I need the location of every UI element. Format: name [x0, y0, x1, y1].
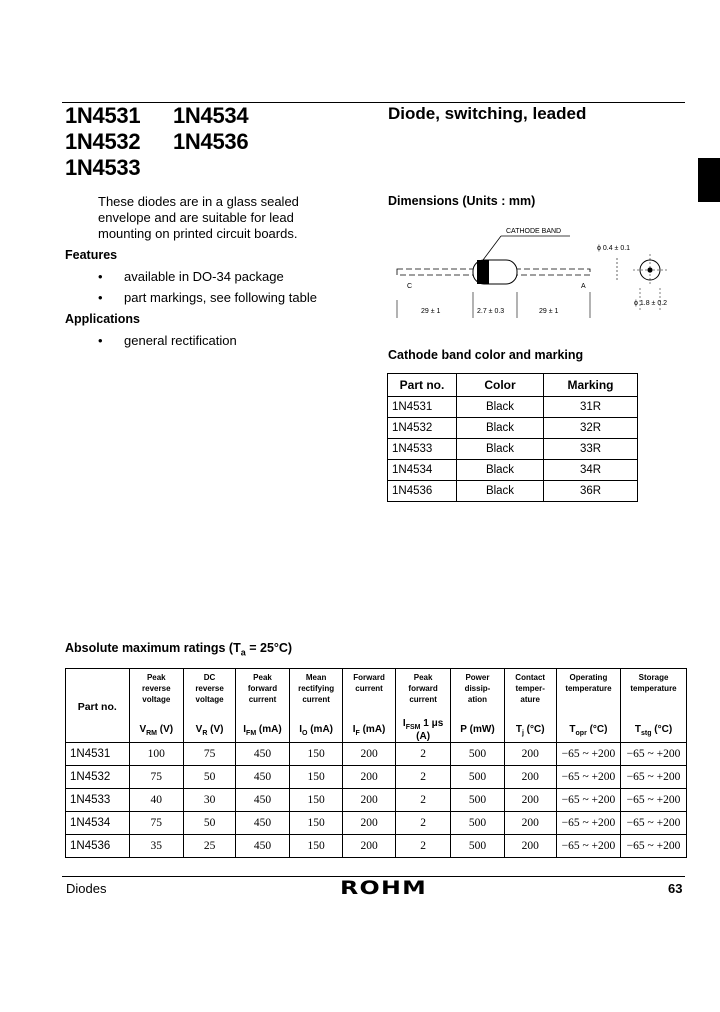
column-symbol [395, 718, 450, 743]
column-header-line: Forward [353, 673, 385, 682]
column-header [556, 669, 620, 719]
column-header-line: rectifying [298, 684, 335, 693]
symbol-letter: T [569, 723, 576, 735]
symbol-subscript: F [355, 729, 360, 737]
column-header-line: Storage [638, 673, 669, 682]
cell-color: Black [457, 481, 544, 502]
cell-value: 150 [289, 789, 342, 812]
cell-color: Black [457, 460, 544, 481]
cell-marking: 31R [544, 397, 638, 418]
symbol-letter: V [195, 723, 203, 735]
cathode-band [477, 260, 489, 284]
feature-item [98, 269, 284, 285]
column-header-line: dissip- [464, 684, 491, 693]
column-header-part: Part no. [66, 669, 130, 743]
column-header: Color [457, 374, 544, 397]
cell-color: Black [457, 418, 544, 439]
cell-value: 30 [184, 789, 236, 812]
dim-lead-left: 29 ± 1 [421, 308, 441, 315]
symbol-unit: (°C) [523, 723, 545, 735]
dim-body-length: 2.7 ± 0.3 [477, 308, 505, 315]
cell-value: 450 [236, 789, 290, 812]
symbol-unit: (V) [157, 723, 174, 735]
cathode-band-label: CATHODE BAND [506, 228, 562, 235]
symbol-letter: P [460, 723, 467, 735]
section-tab-marker [698, 158, 720, 202]
column-header-line: voltage [142, 695, 171, 704]
cell-marking: 33R [544, 439, 638, 460]
column-header-line: Operating [569, 673, 608, 682]
cell-marking: 32R [544, 418, 638, 439]
cell-value: 200 [504, 766, 556, 789]
ratings-table [65, 668, 687, 858]
cell-part: 1N4532 [66, 766, 130, 789]
cell-value: 200 [343, 766, 396, 789]
page-title: Diode, switching, leaded [388, 104, 587, 123]
table-row [388, 397, 638, 418]
cell-part: 1N4533 [66, 789, 130, 812]
symbol-unit: (mA) [307, 723, 333, 735]
column-symbol [343, 718, 396, 743]
column-header-line: Peak [413, 673, 433, 682]
footer-section-label: Diodes [66, 881, 107, 896]
cell-value: 500 [451, 766, 504, 789]
column-header-line: reverse [142, 684, 171, 693]
column-symbol [236, 718, 290, 743]
symbol-unit: (°C) [651, 723, 673, 735]
column-header-line: current [302, 695, 330, 704]
cell-part: 1N4534 [66, 812, 130, 835]
column-header-line: voltage [195, 695, 224, 704]
column-header [451, 669, 504, 719]
symbol-letter: I [299, 723, 302, 735]
column-symbol [504, 718, 556, 743]
symbol-subscript: FM [246, 729, 257, 737]
cell-value: −65 ~ +200 [621, 835, 687, 858]
table-row [66, 766, 687, 789]
cell-value: −65 ~ +200 [556, 743, 620, 766]
cell-part: 1N4534 [388, 460, 457, 481]
cell-part: 1N4536 [388, 481, 457, 502]
cell-part: 1N4533 [388, 439, 457, 460]
symbol-letter: V [139, 723, 147, 735]
table-row [388, 460, 638, 481]
description-line: envelope and are suitable for lead [98, 210, 294, 225]
feature-text: part markings, see following table [124, 290, 317, 305]
symbol-unit: (°C) [586, 723, 608, 735]
cell-value: 40 [129, 789, 184, 812]
ratings-heading-sub: a [240, 647, 246, 658]
cell-value: 100 [129, 743, 184, 766]
column-symbol [289, 718, 342, 743]
column-header-line: reverse [195, 684, 224, 693]
column-header [289, 669, 342, 719]
feature-item [98, 290, 317, 306]
page-number: 63 [668, 881, 683, 896]
symbol-subscript: R [202, 729, 208, 737]
marking-table [387, 373, 638, 502]
cell-value: 450 [236, 835, 290, 858]
table-header-row [66, 669, 687, 719]
column-header-line: current [355, 684, 383, 693]
column-header-line: Contact [515, 673, 546, 682]
symbol-subscript: O [301, 729, 308, 737]
column-header-line: Mean [305, 673, 327, 682]
cell-value: 200 [504, 812, 556, 835]
cell-value: 35 [129, 835, 184, 858]
column-header-line: temper- [515, 684, 545, 693]
column-header-line: current [248, 695, 277, 704]
symbol-subscript: stg [640, 729, 652, 737]
symbol-unit: (mA) [256, 723, 282, 735]
column-header [236, 669, 290, 719]
part-number: 1N4531 [65, 103, 141, 128]
column-symbol [451, 718, 504, 743]
cell-color: Black [457, 439, 544, 460]
description-line: mounting on printed circuit boards. [98, 226, 298, 241]
cell-value: 2 [395, 835, 450, 858]
cell-value: 150 [289, 743, 342, 766]
symbol-letter: I [352, 723, 356, 735]
cell-value: 500 [451, 835, 504, 858]
cell-value: 75 [184, 743, 236, 766]
symbol-letter: I [402, 718, 406, 729]
table-row [388, 481, 638, 502]
table-row [66, 812, 687, 835]
cell-part: 1N4536 [66, 835, 130, 858]
column-symbol [184, 718, 236, 743]
column-header [395, 669, 450, 719]
cell-value: 200 [343, 812, 396, 835]
application-item [98, 333, 237, 349]
cell-value: −65 ~ +200 [556, 766, 620, 789]
part-number: 1N4536 [173, 129, 249, 154]
dim-body-diameter: ϕ 1.8 ± 0.2 [634, 300, 668, 307]
dim-lead-diameter: ϕ 0.4 ± 0.1 [597, 245, 631, 252]
cell-part: 1N4531 [388, 397, 457, 418]
cell-value: 200 [504, 789, 556, 812]
cell-value: 200 [504, 835, 556, 858]
symbol-subscript: RM [146, 729, 158, 737]
cell-value: −65 ~ +200 [621, 766, 687, 789]
cell-value: 50 [184, 766, 236, 789]
cell-value: 2 [395, 766, 450, 789]
part-number: 1N4533 [65, 155, 141, 180]
bullet-icon: • [98, 290, 103, 305]
column-symbol [129, 718, 184, 743]
symbol-unit: (mA) [359, 723, 386, 735]
description-line: These diodes are in a glass sealed [98, 194, 299, 209]
anode-label: A [581, 283, 586, 290]
part-number: 1N4532 [65, 129, 141, 154]
bullet-icon: • [98, 333, 103, 348]
column-header [184, 669, 236, 719]
cell-value: −65 ~ +200 [556, 835, 620, 858]
cell-value: −65 ~ +200 [621, 789, 687, 812]
cathode-label: C [407, 283, 413, 290]
cell-value: 200 [343, 835, 396, 858]
features-heading: Features [65, 248, 118, 262]
cell-value: −65 ~ +200 [621, 743, 687, 766]
symbol-subscript: j [521, 729, 524, 737]
cell-value: 150 [289, 812, 342, 835]
cell-value: 2 [395, 743, 450, 766]
column-header [504, 669, 556, 719]
column-header-line: Peak [146, 673, 166, 682]
applications-heading: Applications [65, 312, 141, 326]
column-header: Part no. [388, 374, 457, 397]
cell-value: 450 [236, 812, 290, 835]
table-row [66, 743, 687, 766]
table-row [66, 789, 687, 812]
part-number: 1N4534 [173, 103, 249, 128]
column-header-line: ation [467, 695, 487, 704]
symbol-unit: (V) [207, 723, 224, 735]
application-text: general rectification [124, 333, 237, 348]
table-header-row [388, 374, 638, 397]
cell-value: 500 [451, 812, 504, 835]
cell-value: 500 [451, 743, 504, 766]
cell-value: −65 ~ +200 [556, 812, 620, 835]
cell-value: 200 [504, 743, 556, 766]
column-header [343, 669, 396, 719]
column-header-line: current [409, 695, 437, 704]
rohm-logo: ROHM [340, 877, 427, 899]
column-header [621, 669, 687, 719]
dim-lead-right: 29 ± 1 [539, 308, 559, 315]
cell-value: 2 [395, 789, 450, 812]
cell-value: 450 [236, 743, 290, 766]
bullet-icon: • [98, 269, 103, 284]
symbol-unit: (mW) [466, 723, 495, 735]
symbol-subscript: opr [575, 729, 587, 737]
cell-value: 50 [184, 812, 236, 835]
column-symbol [556, 718, 620, 743]
cell-value: 25 [184, 835, 236, 858]
ratings-heading [65, 641, 292, 658]
header-rule [62, 102, 685, 103]
column-header: Marking [544, 374, 638, 397]
feature-text: available in DO-34 package [124, 269, 284, 284]
column-header-line: temperature [565, 684, 612, 693]
column-header-line: forward [247, 684, 278, 693]
cell-value: −65 ~ +200 [621, 812, 687, 835]
column-header [129, 669, 184, 719]
ratings-heading-text: Absolute maximum ratings (T [65, 641, 241, 655]
marking-heading: Cathode band color and marking [388, 348, 584, 362]
column-header-line: forward [408, 684, 438, 693]
symbol-unit: 1 μs (A) [416, 718, 444, 742]
ratings-heading-end: = 25°C) [245, 641, 293, 655]
symbol-subscript: FSM [405, 724, 421, 731]
cell-value: 200 [343, 743, 396, 766]
column-header-line: DC [203, 673, 216, 682]
do34-package-drawing [385, 222, 685, 332]
cell-value: 2 [395, 812, 450, 835]
cell-value: 450 [236, 766, 290, 789]
column-header-line: ature [520, 695, 540, 704]
cell-part: 1N4532 [388, 418, 457, 439]
symbol-letter: T [515, 723, 522, 735]
cell-value: 200 [343, 789, 396, 812]
lead-right [515, 269, 590, 275]
cell-value: 150 [289, 835, 342, 858]
symbol-row [66, 718, 687, 743]
cell-value: −65 ~ +200 [556, 789, 620, 812]
cell-value: 75 [129, 766, 184, 789]
column-header-line: Power [465, 673, 490, 682]
column-symbol [621, 718, 687, 743]
cell-value: 500 [451, 789, 504, 812]
description [98, 194, 299, 242]
cell-value: 150 [289, 766, 342, 789]
table-row [388, 439, 638, 460]
cell-part: 1N4531 [66, 743, 130, 766]
symbol-letter: I [243, 723, 247, 735]
lead-left [397, 269, 475, 275]
column-header-line: Peak [253, 673, 272, 682]
cell-marking: 34R [544, 460, 638, 481]
cell-marking: 36R [544, 481, 638, 502]
table-row [66, 835, 687, 858]
dimensions-heading: Dimensions (Units : mm) [388, 194, 536, 208]
cell-color: Black [457, 397, 544, 418]
symbol-letter: T [634, 723, 641, 735]
column-header-line: temperature [630, 684, 677, 693]
cell-value: 75 [129, 812, 184, 835]
table-row [388, 418, 638, 439]
